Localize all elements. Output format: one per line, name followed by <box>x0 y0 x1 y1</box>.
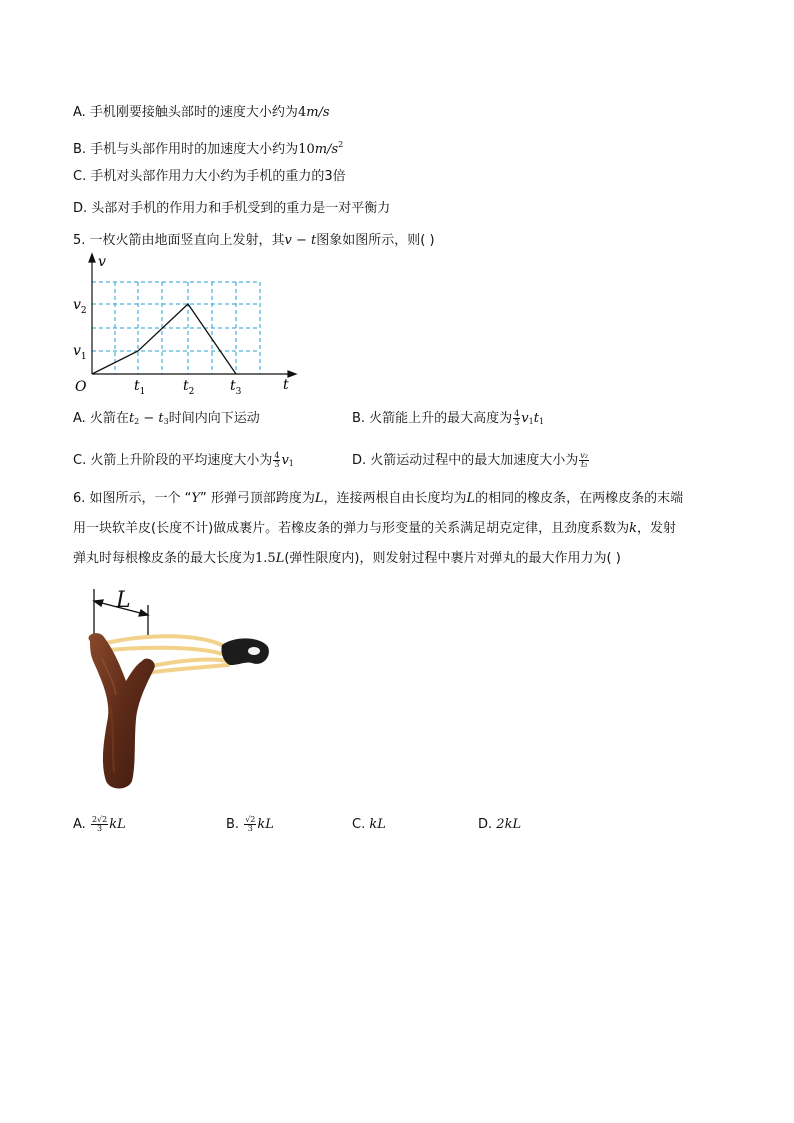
q5-option-c-text: C. 火箭上升阶段的平均速度大小为 <box>73 453 273 468</box>
q6-line3-b: (弹性限度内)，则发射过程中裹片对弹丸的最大作用力为( ) <box>284 551 621 566</box>
graph-v1-label: $v_1$ <box>73 343 87 362</box>
q6-stem-line-2 <box>73 520 676 538</box>
q5-stem-math: v − t <box>284 233 317 248</box>
graph-t3-label: $t_3$ <box>230 378 242 397</box>
graph-grid <box>92 282 260 374</box>
q5-option-b-text: B. 火箭能上升的最大高度为 <box>352 411 513 426</box>
q4-option-b <box>73 136 343 159</box>
q5-option-b-sub2: 1 <box>538 417 545 426</box>
q6-option-a <box>73 816 126 834</box>
q5-vt-graph <box>70 252 300 398</box>
q6-line2-b: ，发射 <box>637 521 677 536</box>
q4-option-b-exponent: 2 <box>338 140 344 149</box>
q6-option-b-fraction: $\frac{√2}{3}$ <box>245 815 256 833</box>
leather-pouch <box>221 638 268 665</box>
q6-line3-val: 1.5 <box>255 551 276 566</box>
graph-t1-label: $t_1$ <box>134 378 146 397</box>
q6-line3-L: L <box>275 551 285 566</box>
q6-option-a-fraction: $\frac{2√2}{3}$ <box>91 815 108 833</box>
q5-option-b-math1: v <box>521 411 529 426</box>
q6-option-c-math: kL <box>369 817 386 832</box>
q5-option-d-text: D. 火箭运动过程中的最大加速度大小为 <box>352 453 579 468</box>
q6-line3-a: 弹丸时每根橡皮条的最大长度为 <box>73 551 256 566</box>
q4-option-a-unit: m/s <box>306 105 330 120</box>
q5-option-a-math: t <box>128 411 135 426</box>
q5-option-c-math: v <box>281 453 289 468</box>
q6-slingshot-figure <box>76 585 276 795</box>
q4-option-b-text: B. 手机与头部作用时的加速度大小约为 <box>73 142 299 157</box>
graph-vt-line <box>92 304 236 374</box>
q6-line1-a: 6. 如图所示，一个 “ <box>73 491 192 506</box>
q6-line1-y: Y <box>191 491 200 506</box>
q5-stem-text-b: 图象如图所示，则( ) <box>316 233 435 248</box>
q5-option-a-sub2: 3 <box>163 417 169 426</box>
q6-option-b-math: kL <box>257 817 274 832</box>
span-dimension-label: L <box>116 588 131 613</box>
q6-stem-line-3 <box>73 550 621 568</box>
q6-option-d <box>478 816 521 834</box>
q4-option-b-value: 10 <box>298 142 315 157</box>
q6-stem-line-1 <box>73 490 683 508</box>
q5-option-b-fraction: $\frac{4}{3}$ <box>514 409 520 427</box>
q5-option-d <box>352 452 590 470</box>
q6-option-c <box>352 816 386 834</box>
q6-option-a-letter: A. <box>73 817 86 832</box>
q6-option-d-letter: D. <box>478 817 493 832</box>
q5-option-c <box>73 452 294 473</box>
q6-option-a-math: kL <box>109 817 126 832</box>
q6-line2-a: 用一块软羊皮(长度不计)做成裹片。若橡皮条的弹力与形变量的关系满足胡克定律，且劲度系数为 <box>73 521 630 536</box>
q5-option-c-sub: 1 <box>288 459 294 468</box>
q5-option-d-fraction: $\frac{\text{v₂}}{\text{t₂}}$ <box>580 451 589 469</box>
graph-v2-label: $v_2$ <box>73 297 87 316</box>
q6-option-b <box>226 816 274 834</box>
q5-option-a-text: A. 火箭在 <box>73 411 129 426</box>
q4-option-a-value: 4 <box>297 105 307 120</box>
q5-option-a-sub1: 2 <box>134 417 140 426</box>
q5-option-b-math2: t <box>533 411 539 426</box>
q5-stem <box>73 232 435 250</box>
q5-option-b-sub1: 1 <box>528 417 534 426</box>
q6-option-c-letter: C. <box>352 817 366 832</box>
q4-option-b-unit: m/s <box>314 142 339 157</box>
graph-x-label: t <box>283 377 289 393</box>
q5-option-b <box>352 410 544 431</box>
graph-x-arrow <box>288 371 296 377</box>
q6-line2-k: k <box>629 521 638 536</box>
q5-option-a-post: 时间内向下运动 <box>168 411 260 426</box>
graph-t2-label: $t_2$ <box>183 378 195 397</box>
q5-option-a-minus: − t <box>139 411 164 426</box>
q5-option-a <box>73 410 260 431</box>
q5-option-c-fraction: $\frac{4}{3}$ <box>274 451 280 469</box>
q6-line1-b: ” 形弹弓顶部跨度为 <box>200 491 315 506</box>
wooden-frame <box>89 633 155 788</box>
q6-option-d-math: 2kL <box>496 817 522 832</box>
graph-y-label: v <box>98 254 106 270</box>
q6-line1-L: L <box>314 491 324 506</box>
q6-line1-L2: L <box>466 491 476 506</box>
q6-line1-c: ，连接两根自由长度均为 <box>323 491 467 506</box>
q4-option-d: D. 头部对手机的作用力和手机受到的重力是一对平衡力 <box>73 201 391 216</box>
graph-origin-label: O <box>75 379 87 395</box>
q4-option-c: C. 手机对头部作用力大小约为手机的重力的3倍 <box>73 169 346 184</box>
q4-option-a <box>73 104 330 122</box>
q4-option-a-text: A. 手机刚要接触头部时的速度大小约为 <box>73 105 298 120</box>
q6-line1-d: 的相同的橡皮条，在两橡皮条的末端 <box>475 491 684 506</box>
graph-y-arrow <box>89 254 95 262</box>
q6-option-b-letter: B. <box>226 817 240 832</box>
q5-stem-text-a: 5. 一枚火箭由地面竖直向上发射，其 <box>73 233 285 248</box>
